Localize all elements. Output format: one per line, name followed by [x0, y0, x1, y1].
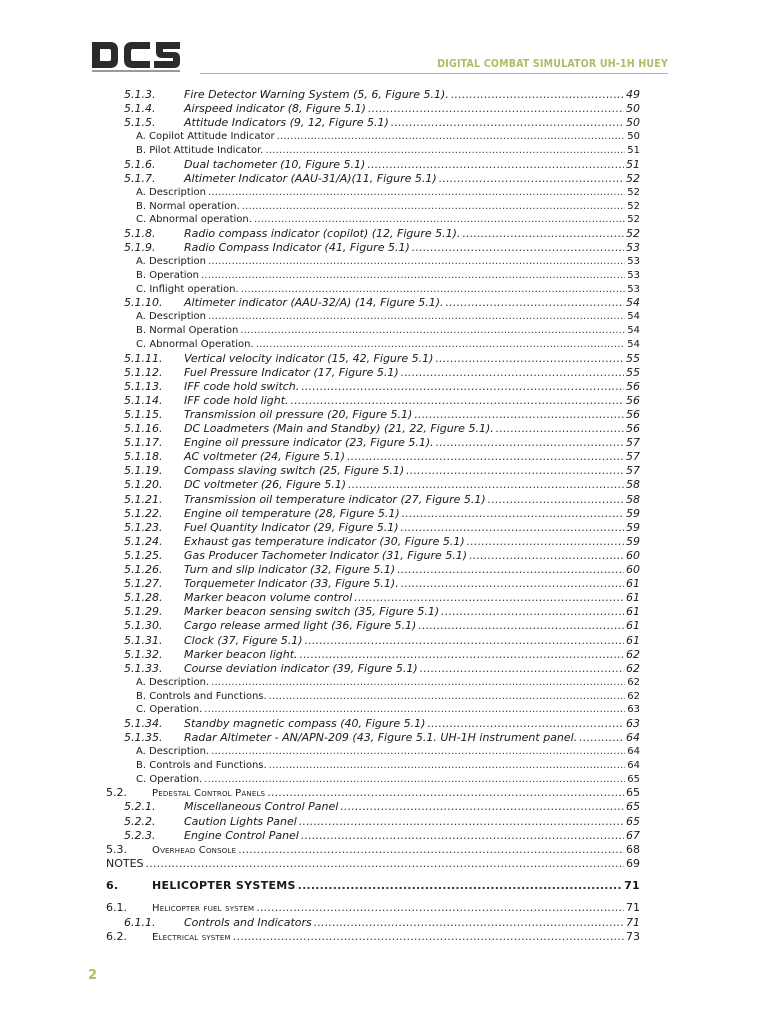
toc-entry-page: 53	[627, 283, 640, 295]
toc-entry[interactable]	[124, 380, 640, 394]
dot-leader	[269, 690, 626, 704]
toc-entry-page: 61	[626, 591, 640, 605]
toc-entry-page: 71	[624, 879, 640, 893]
toc-entry[interactable]	[124, 172, 640, 186]
dot-leader	[397, 563, 624, 577]
toc-entry-page: 56	[626, 422, 640, 435]
toc-entry-title: A. Description.	[136, 746, 210, 758]
dot-leader	[277, 130, 626, 144]
toc-entry-page: 65	[626, 800, 640, 814]
toc-entry[interactable]	[124, 591, 640, 605]
toc-entry-title: Torquemeter Indicator (33, Figure 5.1).	[184, 577, 399, 591]
toc-entry[interactable]	[124, 394, 640, 408]
dot-leader	[412, 241, 624, 255]
toc-entry-title: B. Controls and Functions.	[136, 690, 267, 702]
toc-entry-number: 5.1.20.	[124, 478, 163, 492]
toc-entry-number: 5.1.14.	[124, 393, 163, 407]
toc-entry-page: 57	[626, 450, 640, 464]
toc-entry-page: 49	[626, 88, 640, 101]
toc-entry-number: 5.1.33.	[124, 661, 163, 675]
toc-entry-page: 50	[626, 102, 640, 116]
dot-leader	[204, 773, 625, 787]
dot-leader	[291, 394, 624, 408]
toc-entry-page: 53	[627, 256, 640, 268]
toc-entry-number: 5.1.29.	[124, 605, 163, 619]
dot-leader	[579, 731, 624, 745]
toc-entry-title: Attitude Indicators (9, 12, Figure 5.1)	[184, 116, 389, 130]
dot-leader	[208, 310, 625, 324]
toc-entry-number: 5.1.30.	[124, 619, 163, 633]
toc-entry-page: 52	[627, 214, 640, 226]
toc-entry-page: 53	[627, 269, 640, 281]
dot-leader	[496, 422, 624, 436]
toc-entry[interactable]	[124, 507, 640, 521]
toc-entry-page: 52	[627, 200, 640, 212]
toc-entry-page: 54	[626, 296, 640, 310]
toc-entry-page: 56	[626, 379, 640, 393]
dot-leader	[446, 296, 624, 310]
toc-entry[interactable]	[124, 800, 640, 814]
toc-entry-title: Radar Altimeter - AN/APN-209 (43, Figure 5.1. UH-1H instrument panel.	[184, 731, 578, 744]
toc-entry[interactable]	[124, 916, 640, 930]
toc-entry-page: 62	[626, 661, 640, 675]
toc-entry-title: Standby magnetic compass (40, Figure 5.1)	[184, 716, 426, 730]
dot-leader	[347, 450, 624, 464]
toc-entry-title: Vertical velocity indicator (15, 42, Figure 5.1)	[184, 351, 434, 365]
toc-entry[interactable]	[124, 422, 640, 436]
toc-entry-page: 61	[626, 619, 640, 633]
dot-leader	[441, 605, 624, 619]
toc-entry-number: 5.1.12.	[124, 365, 163, 379]
toc-entry-page: 55	[626, 351, 640, 365]
toc-entry-title: B. Operation	[136, 269, 199, 281]
toc-entry[interactable]	[124, 493, 640, 507]
toc-entry-page: 59	[626, 506, 640, 520]
toc-entry-page: 57	[626, 436, 640, 450]
dot-leader	[201, 269, 625, 283]
toc-entry-title: Pedestal Control Panels	[152, 788, 266, 800]
toc-entry-page: 59	[626, 534, 640, 548]
dot-leader	[269, 759, 626, 773]
toc-entry-page: 64	[627, 759, 640, 771]
toc-entry-page: 60	[626, 563, 640, 576]
toc-subentry[interactable]	[136, 676, 640, 690]
toc-subentry[interactable]	[136, 213, 640, 227]
dot-leader	[418, 619, 624, 633]
page-number: 2	[88, 968, 98, 983]
toc-entry-title: HELICOPTER SYSTEMS	[152, 879, 296, 893]
toc-entry-page: 52	[627, 186, 640, 198]
toc-entry-number: 5.1.25.	[124, 548, 163, 562]
toc-subentry[interactable]	[136, 255, 640, 269]
toc-entry-title: Engine oil pressure indicator (23, Figure 5.1).	[184, 436, 434, 450]
toc-entry-title: Helicopter fuel system	[152, 903, 255, 915]
toc-entry-title: Controls and Indicators	[184, 915, 312, 929]
dot-leader	[211, 745, 625, 759]
toc-entry-page: 63	[627, 704, 640, 716]
toc-entry-title: Radio compass indicator (copilot) (12, Figure 5.1).	[184, 227, 461, 240]
toc-entry[interactable]	[124, 563, 640, 577]
toc-subentry[interactable]	[136, 144, 640, 158]
toc-entry-page: 59	[626, 520, 640, 534]
toc-entry-title: A. Description	[136, 186, 206, 198]
toc-entry-title: Marker beacon light.	[184, 647, 298, 661]
toc-entry-page: 63	[626, 716, 640, 730]
toc-entry-page: 61	[626, 633, 640, 647]
toc-entry[interactable]	[124, 408, 640, 422]
toc-entry[interactable]	[124, 227, 640, 241]
toc-entry-page: 60	[626, 548, 640, 562]
toc-entry-title: Fuel Quantity Indicator (29, Figure 5.1)	[184, 520, 399, 534]
dot-leader	[420, 662, 624, 676]
dot-leader	[256, 338, 626, 352]
dot-leader	[439, 172, 624, 186]
toc-entry-page: 52	[626, 171, 640, 185]
toc-entry-title: Fire Detector Warning System (5, 6, Figure 5.1).	[184, 88, 449, 101]
dot-leader	[299, 815, 624, 829]
toc-entry-title: B. Normal Operation	[136, 325, 239, 337]
toc-entry-title: C. Abnormal operation.	[136, 214, 252, 226]
toc-entry-page: 53	[626, 241, 640, 255]
toc-entry-title: Compass slaving switch (25, Figure 5.1)	[184, 464, 405, 478]
header-rule	[200, 73, 668, 74]
dot-leader	[314, 916, 624, 930]
dot-leader	[467, 535, 624, 549]
dot-leader	[354, 591, 624, 605]
toc-entry[interactable]	[124, 450, 640, 464]
toc-subentry[interactable]	[136, 130, 640, 144]
toc-entry-title: Airspeed indicator (8, Figure 5.1)	[184, 102, 366, 116]
toc-entry-title: Radio Compass Indicator (41, Figure 5.1)	[184, 241, 410, 255]
toc-entry-title: IFF code hold light.	[184, 393, 289, 407]
toc-entry[interactable]	[124, 296, 640, 310]
toc-entry-number: 6.	[106, 879, 119, 893]
toc-entry[interactable]	[124, 241, 640, 255]
toc-entry-number: 5.1.27.	[124, 577, 163, 591]
page-header	[0, 0, 768, 82]
toc-entry-page: 54	[627, 311, 640, 323]
toc-entry-number: 5.2.1.	[124, 800, 156, 814]
toc-chapter[interactable]	[106, 879, 640, 893]
toc-entry-page: 55	[626, 365, 640, 379]
dot-leader	[451, 88, 624, 102]
toc-subentry[interactable]	[136, 338, 640, 352]
toc-entry-page: 56	[626, 407, 640, 421]
toc-entry-title: A. Description	[136, 256, 206, 268]
toc-entry-number: 5.1.22.	[124, 506, 163, 520]
toc-entry[interactable]	[124, 116, 640, 130]
dot-leader	[391, 116, 624, 130]
toc-entry-number: 5.2.	[106, 786, 127, 800]
dot-leader	[211, 676, 625, 690]
toc-entry-title: Overhead Console	[152, 844, 237, 856]
dot-leader	[241, 283, 626, 297]
toc-entry-number: 5.1.32.	[124, 647, 163, 661]
dot-leader	[305, 634, 624, 648]
toc-subentry[interactable]	[136, 324, 640, 338]
toc-entry-title: A. Description	[136, 311, 206, 323]
toc-subentry[interactable]	[136, 200, 640, 214]
toc-entry-page: 52	[626, 227, 640, 240]
toc-entry-title: Electrical system	[152, 931, 231, 943]
dot-leader	[256, 901, 624, 915]
toc-entry-page: 56	[626, 393, 640, 407]
toc-entry-title: Dual tachometer (10, Figure 5.1)	[184, 157, 366, 171]
toc-entry-title: Marker beacon volume control	[184, 591, 353, 605]
toc-entry-title: Caution Lights Panel	[184, 814, 297, 828]
toc-entry-number: 5.1.13.	[124, 379, 163, 393]
dot-leader	[406, 464, 624, 478]
toc-entry-page: 57	[626, 464, 640, 478]
dot-leader	[265, 144, 625, 158]
dot-leader	[146, 857, 624, 871]
toc-entry-number: 5.3.	[106, 842, 127, 856]
toc-entry-number: 5.1.18.	[124, 450, 163, 464]
toc-entry-page: 65	[627, 773, 640, 785]
dot-leader	[368, 102, 624, 116]
toc-entry-title: Altimeter indicator (AAU-32/A) (14, Figure 5.1).	[184, 296, 444, 310]
toc-entry-page: 62	[627, 690, 640, 702]
toc-entry-title: IFF code hold switch.	[184, 379, 300, 393]
toc-entry[interactable]	[124, 549, 640, 563]
toc-subentry[interactable]	[136, 186, 640, 200]
toc-entry-number: 5.1.24.	[124, 534, 163, 548]
toc-entry[interactable]	[124, 648, 640, 662]
toc-entry-page: 50	[626, 116, 640, 130]
toc-entry-title: Clock (37, Figure 5.1)	[184, 633, 303, 647]
toc-entry-page: 69	[626, 856, 640, 870]
toc-entry-page: 51	[626, 157, 640, 171]
toc-entry-title: DC Loadmeters (Main and Standby) (21, 22, Figure 5.1).	[184, 422, 494, 435]
toc-entry[interactable]	[124, 619, 640, 633]
toc-entry-page: 68	[626, 842, 640, 856]
toc-entry[interactable]	[124, 717, 640, 731]
toc-subentry[interactable]	[136, 269, 640, 283]
dot-leader	[301, 829, 624, 843]
toc-entry[interactable]	[124, 366, 640, 380]
dot-leader	[401, 366, 624, 380]
dot-leader	[469, 549, 624, 563]
toc-entry[interactable]	[124, 535, 640, 549]
toc-entry-title: B. Normal operation.	[136, 200, 240, 212]
toc-entry[interactable]	[124, 634, 640, 648]
toc-entry-title: C. Operation.	[136, 704, 203, 716]
toc-entry-page: 51	[627, 145, 640, 156]
toc-entry-title: Marker beacon sensing switch (35, Figure 5.1)	[184, 605, 440, 619]
dot-leader	[401, 521, 625, 535]
toc-entry-number: 5.1.17.	[124, 436, 163, 450]
toc-entry-title: Course deviation indicator (39, Figure 5.1)	[184, 661, 418, 675]
toc-entry-title: B. Pilot Attitude Indicator.	[136, 145, 264, 156]
dot-leader	[414, 408, 624, 422]
dot-leader	[462, 227, 624, 241]
toc-entry[interactable]	[106, 857, 640, 871]
header-title: DIGITAL COMBAT SIMULATOR UH-1H HUEY	[437, 58, 668, 70]
toc-entry-title: Turn and slip indicator (32, Figure 5.1)	[184, 563, 396, 576]
toc-entry-number: 5.1.31.	[124, 633, 163, 647]
toc-subentry[interactable]	[136, 310, 640, 324]
dot-leader	[301, 380, 624, 394]
toc-entry-title: B. Controls and Functions.	[136, 759, 267, 771]
toc-entry-page: 58	[626, 492, 640, 506]
dot-leader	[435, 352, 624, 366]
toc-entry-title: A. Description.	[136, 676, 210, 688]
dot-leader	[238, 843, 624, 857]
toc-entry-page: 54	[627, 338, 640, 350]
toc-entry-page: 50	[627, 131, 640, 143]
toc-entry-number: 5.1.15.	[124, 407, 163, 421]
dot-leader	[401, 577, 624, 591]
toc-entry[interactable]	[124, 88, 640, 102]
toc-entry-number: 5.1.28.	[124, 591, 163, 605]
toc-entry[interactable]	[124, 436, 640, 450]
toc-entry-title: Cargo release armed light (36, Figure 5.1)	[184, 619, 417, 633]
toc-entry-number: 6.1.	[106, 901, 127, 915]
toc-entry[interactable]	[124, 577, 640, 591]
toc-entry-title: Miscellaneous Control Panel	[184, 800, 339, 814]
toc-entry-number: 5.1.6.	[124, 157, 156, 171]
dot-leader	[204, 703, 625, 717]
toc-entry-page: 61	[626, 577, 640, 591]
toc-subentry[interactable]	[136, 759, 640, 773]
toc-entry-page: 62	[627, 676, 640, 688]
toc-entry[interactable]	[124, 102, 640, 116]
toc-entry-number: 6.2.	[106, 929, 127, 943]
toc-entry[interactable]	[106, 786, 640, 800]
toc-entry-page: 62	[626, 647, 640, 661]
toc-entry[interactable]	[124, 662, 640, 676]
toc-entry-number: 5.1.7.	[124, 171, 156, 185]
dcs-logo-icon	[90, 40, 182, 74]
dot-leader	[254, 213, 625, 227]
toc-entry-page: 64	[626, 731, 640, 744]
toc-entry[interactable]	[124, 521, 640, 535]
toc-entry-number: 5.1.16.	[124, 422, 163, 435]
dot-leader	[267, 786, 624, 800]
toc-entry-page: 58	[626, 478, 640, 492]
toc-entry-title: Exhaust gas temperature indicator (30, Figure 5.1)	[184, 534, 465, 548]
toc-entry-number: 5.1.3.	[124, 88, 156, 101]
toc-subentry[interactable]	[136, 283, 640, 297]
toc-entry-title: AC voltmeter (24, Figure 5.1)	[184, 450, 346, 464]
toc-entry-title: DC voltmeter (26, Figure 5.1)	[184, 478, 347, 492]
toc-entry[interactable]	[124, 478, 640, 492]
toc-subentry[interactable]	[136, 690, 640, 704]
toc-entry-page: 67	[626, 828, 640, 842]
toc-entry-number: 5.1.34.	[124, 716, 163, 730]
toc-entry-title: Gas Producer Tachometer Indicator (31, Figure 5.1)	[184, 548, 468, 562]
dot-leader	[300, 648, 624, 662]
toc-entry-page: 64	[627, 746, 640, 758]
toc-entry-title: NOTES	[106, 856, 144, 870]
toc-entry-number: 5.1.10.	[124, 296, 163, 310]
toc-entry-number: 5.1.19.	[124, 464, 163, 478]
toc-entry-number: 5.1.8.	[124, 227, 156, 240]
toc-entry-title: Engine Control Panel	[184, 828, 299, 842]
toc-entry-title: Transmission oil pressure (20, Figure 5.1)	[184, 407, 413, 421]
toc-entry-number: 5.1.5.	[124, 116, 156, 130]
dot-leader	[208, 186, 625, 200]
toc-entry-page: 65	[626, 814, 640, 828]
toc-entry-title: C. Operation.	[136, 773, 203, 785]
toc-entry-number: 5.2.2.	[124, 814, 156, 828]
toc-entry[interactable]	[124, 815, 640, 829]
dot-leader	[340, 800, 624, 814]
toc-entry[interactable]	[124, 158, 640, 172]
dot-leader	[427, 717, 624, 731]
toc-entry-number: 5.1.21.	[124, 492, 163, 506]
toc-entry-page: 71	[626, 901, 640, 915]
toc-entry-number: 5.1.23.	[124, 520, 163, 534]
dot-leader	[488, 493, 624, 507]
toc-subentry[interactable]	[136, 703, 640, 717]
toc-entry-number: 5.1.4.	[124, 102, 156, 116]
dot-leader	[367, 158, 624, 172]
toc-entry[interactable]	[124, 464, 640, 478]
toc-entry-number: 5.1.26.	[124, 563, 163, 576]
toc-entry-number: 5.1.9.	[124, 241, 156, 255]
toc-entry-page: 54	[627, 325, 640, 337]
toc-entry-title: A. Copilot Attitude Indicator	[136, 131, 275, 143]
toc-entry[interactable]	[106, 930, 640, 944]
dot-leader	[402, 507, 624, 521]
dot-leader	[242, 200, 625, 214]
toc-entry-title: Altimeter Indicator (AAU-31/A)(11, Figure 5.1)	[184, 171, 437, 185]
dot-leader	[240, 324, 625, 338]
toc-entry[interactable]	[124, 829, 640, 843]
toc-entry-title: Transmission oil temperature indicator (27, Figure 5.1)	[184, 492, 486, 506]
toc-entry-title: C. Inflight operation.	[136, 283, 239, 295]
toc-entry-title: Fuel Pressure Indicator (17, Figure 5.1)	[184, 365, 399, 379]
toc-entry[interactable]	[124, 731, 640, 745]
toc-entry[interactable]	[124, 352, 640, 366]
toc-entry-page: 73	[626, 929, 640, 943]
toc-entry[interactable]	[106, 901, 640, 915]
toc-entry[interactable]	[106, 843, 640, 857]
toc-entry-number: 5.2.3.	[124, 828, 156, 842]
toc-subentry[interactable]	[136, 745, 640, 759]
dot-leader	[298, 879, 622, 893]
toc-subentry[interactable]	[136, 773, 640, 787]
toc-entry-page: 61	[626, 605, 640, 619]
dot-leader	[233, 930, 624, 944]
toc-entry-title: C. Abnormal Operation.	[136, 338, 254, 350]
toc-entry-number: 6.1.1.	[124, 915, 156, 929]
dot-leader	[436, 436, 624, 450]
toc-entry-number: 5.1.11.	[124, 351, 163, 365]
dot-leader	[348, 478, 624, 492]
toc-entry-page: 71	[626, 915, 640, 929]
toc-entry-title: Engine oil temperature (28, Figure 5.1)	[184, 506, 400, 520]
dot-leader	[208, 255, 625, 269]
toc-entry-number: 5.1.35.	[124, 731, 163, 744]
toc-entry[interactable]	[124, 605, 640, 619]
toc-entry-page: 65	[626, 786, 640, 800]
